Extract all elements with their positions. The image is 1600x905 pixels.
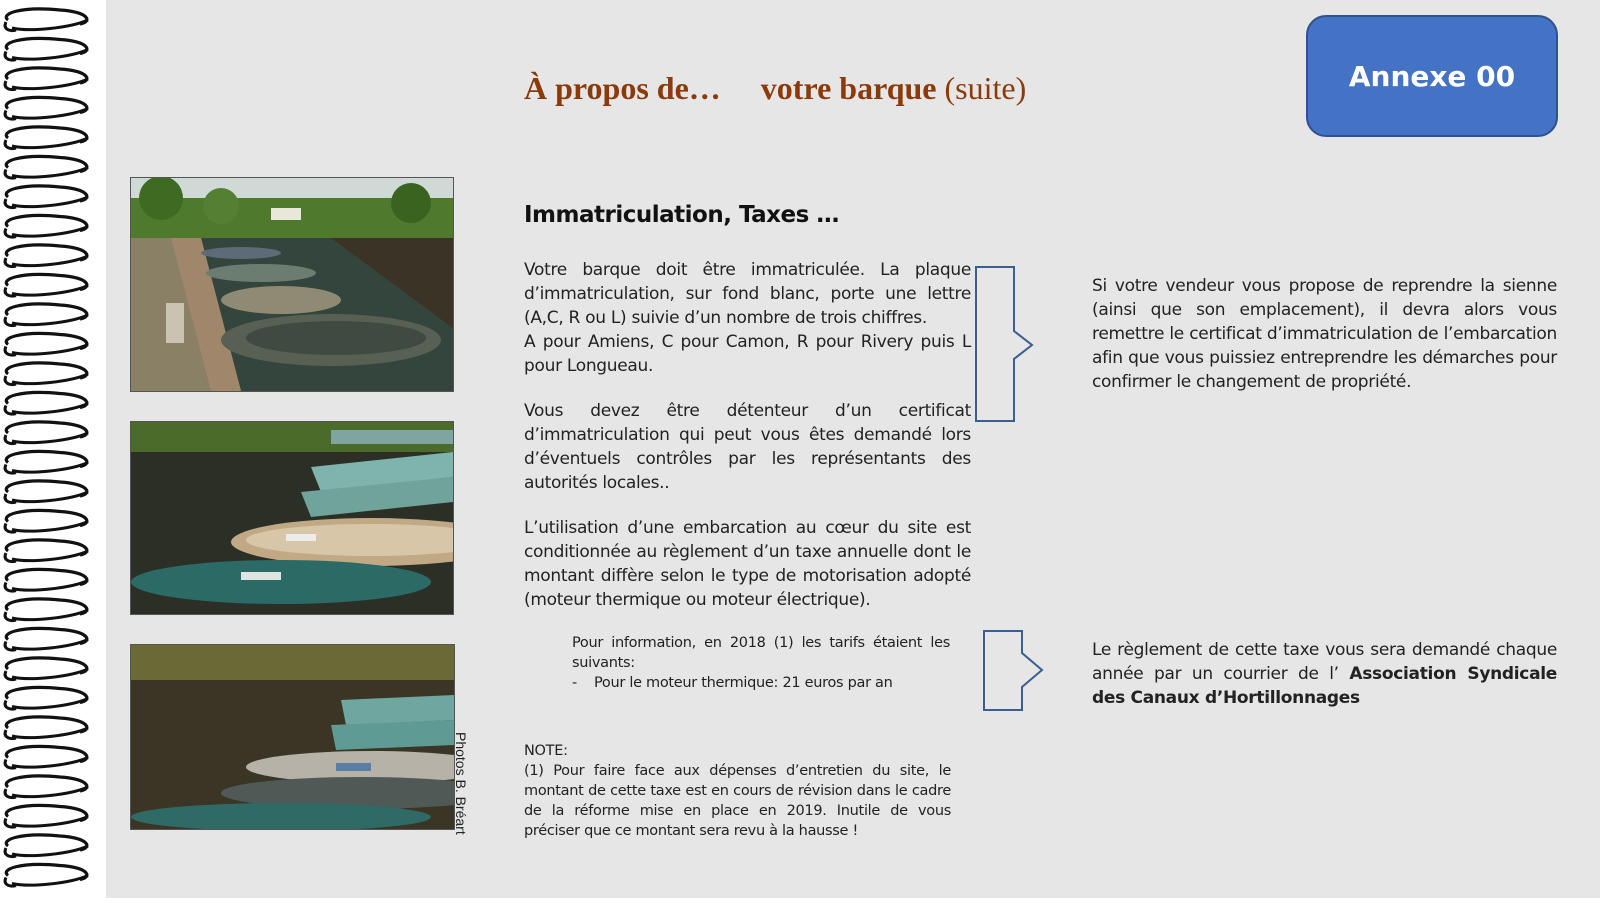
tax-note-prefix: Le règlement de cette taxe vous sera demandé chaque année par un courrier de l’ — [1092, 640, 1557, 684]
tax-note-text — [1092, 638, 1557, 710]
photo-boats-canal-2 — [130, 421, 454, 615]
association-name: Association Syndicale des Canaux d’Hortillonnages — [1092, 664, 1558, 708]
seller-note — [1092, 274, 1557, 394]
title-part-1: À propos de… — [524, 70, 721, 106]
title-part-3: (suite) — [944, 70, 1027, 106]
certificate-paragraph — [524, 399, 971, 495]
bracket-arrow-icon — [974, 265, 1044, 425]
note-block — [524, 741, 951, 841]
note-text: (1) Pour faire face aux dépenses d’entretien du site, le montant de cette taxe est en cours de révision dans le cadre de la réforme mise en place en 2019. Inutile de vous préciser que ce montant sera revu à la hausse ! — [524, 763, 951, 839]
page-title — [524, 70, 1026, 107]
registration-paragraph — [524, 258, 971, 378]
section-heading: Immatriculation, Taxes … — [524, 202, 839, 228]
paragraph-certificate: Vous devez être détenteur d’un certificat d’immatriculation qui peut vous êtes demandé lors d’éventuels contrôles par les représentants des autorités locales.. — [524, 401, 971, 493]
info-item — [572, 673, 950, 693]
photo-credit: Photos B. Bréart — [453, 732, 469, 835]
seller-note-text: Si votre vendeur vous propose de reprendre la sienne (ainsi que son emplacement), il devra alors vous remettre le certificat d’immatriculation de l’embarcation afin que vous puissiez entreprendre les démarches pour confirmer le changement de propriété. — [1092, 276, 1557, 392]
title-part-2: votre barque — [760, 70, 937, 106]
note-label: NOTE: — [524, 743, 568, 759]
paragraph-registration: Votre barque doit être immatriculée. La plaque d’immatriculation, sur fond blanc, porte une lettre (A,C, R ou L) suivie d’un nombre de trois chiffres. — [524, 260, 971, 328]
photo-boats-canal-1 — [130, 177, 454, 392]
photo-boats-canal-3 — [130, 644, 455, 830]
slide — [106, 0, 1600, 898]
spiral-binding — [0, 0, 106, 900]
tax-note — [1092, 638, 1557, 710]
info-item-dash: - — [572, 675, 577, 691]
annexe-badge: Annexe 00 — [1306, 15, 1558, 137]
bracket-arrow-icon — [982, 629, 1052, 713]
paragraph-letters: A pour Amiens, C pour Camon, R pour Rivery puis L pour Longueau. — [524, 332, 971, 376]
info-block — [572, 633, 950, 693]
tax-paragraph — [524, 516, 971, 612]
info-intro: Pour information, en 2018 (1) les tarifs étaient les suivants: — [572, 635, 950, 671]
spiral-binding-icon — [0, 0, 106, 900]
paragraph-tax: L’utilisation d’une embarcation au cœur du site est conditionnée au règlement d’un taxe annuelle dont le montant diffère selon le type de motorisation adopté (moteur thermique ou moteur électrique). — [524, 518, 971, 610]
info-item-text: Pour le moteur thermique: 21 euros par an — [594, 675, 893, 691]
